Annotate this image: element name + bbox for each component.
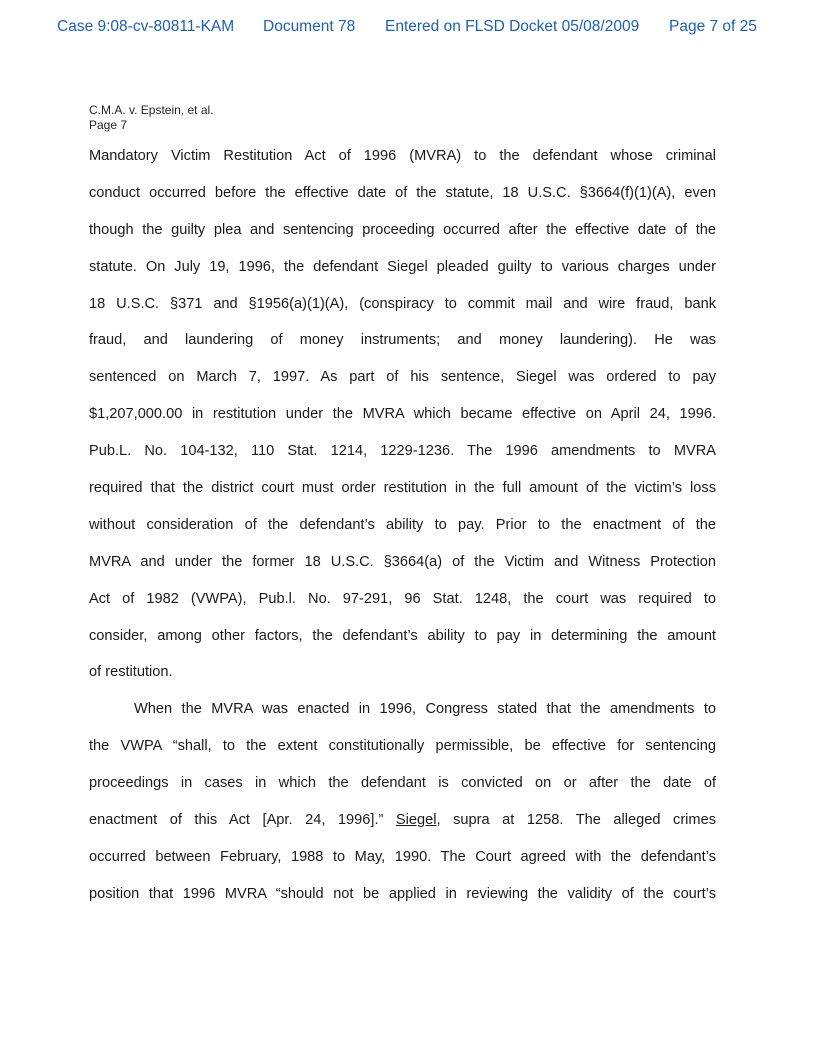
docket-header	[0, 18, 816, 38]
case-citation-siegel: Siegel	[395, 812, 437, 829]
body-line: Mandatory Victim Restitution Act of 1996 (MVRA) to the defendant whose criminal	[89, 148, 716, 164]
body-line-segment: enactment of this Act [Apr. 24, 1996].”	[89, 812, 396, 829]
body-line: consider, among other factors, the defendant’s ability to pay in determining the amount	[89, 627, 716, 644]
body-line: though the guilty plea and sentencing proceeding occurred after the effective date of the	[89, 221, 716, 238]
body-line: Pub.L. No. 104-132, 110 Stat. 1214, 1229-1236. The 1996 amendments to MVRA	[89, 443, 716, 460]
body-line: without consideration of the defendant’s ability to pay. Prior to the enactment of the	[89, 516, 716, 533]
body-line: occurred between February, 1988 to May, 1990. The Court agreed with the defendant’s	[89, 848, 716, 865]
body-line: Act of 1982 (VWPA), Pub.l. No. 97-291, 96 Stat. 1248, the court was required to	[89, 590, 716, 607]
body-line: When the MVRA was enacted in 1996, Congress stated that the amendments to	[134, 701, 716, 718]
body-line	[89, 809, 716, 846]
docket-entry-date: Entered on FLSD Docket 05/08/2009	[385, 18, 640, 35]
body-line: required that the district court must order restitution in the full amount of the victim’s loss	[89, 480, 716, 497]
body-line: conduct occurred before the effective date of the statute, 18 U.S.C. §3664(f)(1)(A), even	[89, 184, 716, 201]
case-caption	[89, 103, 214, 133]
caption-page: Page 7	[89, 118, 128, 132]
body-line: the VWPA “shall, to the extent constitutionally permissible, be effective for sentencing	[89, 738, 716, 755]
body-line: MVRA and under the former 18 U.S.C. §3664(a) of the Victim and Witness Protection	[89, 553, 716, 570]
page-indicator: Page 7 of 25	[669, 18, 757, 35]
caption-title: C.M.A. v. Epstein, et al.	[89, 103, 214, 117]
body-line: 18 U.S.C. §371 and §1956(a)(1)(A), (conspiracy to commit mail and wire fraud, bank	[89, 295, 716, 312]
case-number: Case 9:08-cv-80811-KAM	[57, 18, 235, 35]
body-line: $1,207,000.00 in restitution under the MVRA which became effective on April 24, 1996.	[89, 406, 716, 423]
body-line: position that 1996 MVRA “should not be applied in reviewing the validity of the court’s	[89, 885, 716, 902]
document-number: Document 78	[263, 18, 356, 35]
body-text	[89, 145, 716, 920]
body-line: sentenced on March 7, 1997. As part of his sentence, Siegel was ordered to pay	[89, 369, 716, 386]
body-line: fraud, and laundering of money instruments; and money laundering). He was	[89, 332, 716, 349]
body-line-segment: , supra at 1258. The alleged crimes	[436, 812, 716, 829]
body-line: of restitution.	[89, 664, 173, 681]
body-line: statute. On July 19, 1996, the defendant Siegel pleaded guilty to various charges under	[89, 258, 716, 275]
body-line: proceedings in cases in which the defendant is convicted on or after the date of	[89, 775, 716, 792]
